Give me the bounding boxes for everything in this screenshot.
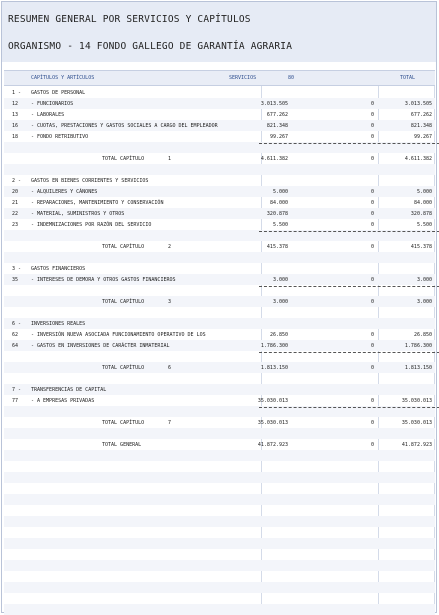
table-row xyxy=(4,109,435,120)
blank-row xyxy=(4,164,435,175)
article-code: 18 xyxy=(12,134,19,140)
amount-zero: 0 xyxy=(370,442,374,448)
separator-row xyxy=(4,351,435,362)
amount-total: 3.013.505 xyxy=(404,101,432,107)
table-row xyxy=(4,120,435,131)
amount-total: 677.262 xyxy=(410,112,432,118)
table-row xyxy=(4,219,435,230)
column-header-80: 80 xyxy=(288,75,295,81)
dashed-separator xyxy=(259,407,439,408)
amount-80: 1.813.150 xyxy=(260,365,288,371)
chapter-title: GASTOS EN BIENES CORRIENTES Y SERVICIOS xyxy=(31,178,149,184)
table-row xyxy=(4,197,435,208)
amount-80: 99.267 xyxy=(269,134,288,140)
article-code: 35 xyxy=(12,277,19,283)
column-header-services: SERVICIOS xyxy=(229,75,257,81)
article-code: 64 xyxy=(12,343,19,349)
chapter-total-row xyxy=(4,417,435,428)
column-header-chapters: CAPÍTULOS Y ARTÍCULOS xyxy=(31,75,95,81)
amount-zero: 0 xyxy=(370,343,374,349)
amount-zero: 0 xyxy=(370,189,374,195)
report-header xyxy=(2,2,436,62)
grand-total-label: TOTAL GENERAL xyxy=(102,442,142,448)
article-code: 20 xyxy=(12,189,19,195)
blank-row xyxy=(4,593,435,604)
amount-total: 1.786.300 xyxy=(404,343,432,349)
amount-zero: 0 xyxy=(370,244,374,250)
amount-total: 821.348 xyxy=(410,123,432,129)
amount-total: 320.878 xyxy=(410,211,432,217)
blank-row xyxy=(4,527,435,538)
article-code: 21 xyxy=(12,200,19,206)
chapter-heading-row xyxy=(4,87,435,98)
article-description: - REPARACIONES, MANTENIMIENTO Y CONSERVACIÓN xyxy=(31,200,164,206)
article-description: - LABORALES xyxy=(31,112,65,118)
blank-row xyxy=(4,516,435,527)
amount-total: 41.872.923 xyxy=(401,442,432,448)
amount-total: 35.030.013 xyxy=(401,398,432,404)
blank-row xyxy=(4,307,435,318)
article-description: - MATERIAL, SUMINISTROS Y OTROS xyxy=(31,211,125,217)
amount-zero: 0 xyxy=(370,222,374,228)
blank-row xyxy=(4,450,435,461)
amount-80: 677.262 xyxy=(266,112,288,118)
report-subtitle: ORGANISMO - 14 FONDO GALLEGO DE GARANTÍA AGRARIA xyxy=(8,41,293,52)
amount-total: 84.000 xyxy=(413,200,432,206)
amount-80: 415.378 xyxy=(266,244,288,250)
chapter-heading-row xyxy=(4,384,435,395)
amount-zero: 0 xyxy=(370,211,374,217)
amount-zero: 0 xyxy=(370,299,374,305)
amount-80: 5.000 xyxy=(272,189,288,195)
amount-zero: 0 xyxy=(370,123,374,129)
chapter-total-label: TOTAL CAPÍTULO xyxy=(102,244,145,250)
amount-zero: 0 xyxy=(370,134,374,140)
table-row xyxy=(4,340,435,351)
blank-row xyxy=(4,461,435,472)
amount-total: 26.850 xyxy=(413,332,432,338)
dashed-separator xyxy=(259,231,439,232)
blank-row xyxy=(4,538,435,549)
chapter-code: 2 - xyxy=(12,178,22,184)
column-header-total: TOTAL xyxy=(400,75,416,81)
amount-80: 35.030.013 xyxy=(257,420,288,426)
table-row xyxy=(4,208,435,219)
separator-row xyxy=(4,142,435,153)
chapter-title: INVERSIONES REALES xyxy=(31,321,86,327)
article-description: - GASTOS EN INVERSIONES DE CARÁCTER INMATERIAL xyxy=(31,343,170,349)
article-code: 22 xyxy=(12,211,19,217)
blank-row xyxy=(4,549,435,560)
table-header xyxy=(4,70,435,86)
chapter-total-row xyxy=(4,362,435,373)
chapter-title: GASTOS FINANCIEROS xyxy=(31,266,86,272)
amount-80: 4.611.382 xyxy=(260,156,288,162)
table-row xyxy=(4,274,435,285)
chapter-heading-row xyxy=(4,263,435,274)
table-row xyxy=(4,395,435,406)
chapter-code: 6 - xyxy=(12,321,22,327)
amount-80: 3.000 xyxy=(272,299,288,305)
amount-80: 821.348 xyxy=(266,123,288,129)
chapter-total-label: TOTAL CAPÍTULO xyxy=(102,299,145,305)
chapter-code: 1 - xyxy=(12,90,22,96)
amount-80: 41.872.923 xyxy=(257,442,288,448)
table-row xyxy=(4,329,435,340)
amount-80: 3.013.505 xyxy=(260,101,288,107)
amount-80: 1.786.300 xyxy=(260,343,288,349)
amount-zero: 0 xyxy=(370,101,374,107)
article-description: - ALQUILERES Y CÁNONES xyxy=(31,189,98,195)
chapter-title: TRANSFERENCIAS DE CAPITAL xyxy=(31,387,107,393)
article-code: 77 xyxy=(12,398,19,404)
blank-row xyxy=(4,472,435,483)
article-description: - INTERESES DE DEMORA Y OTROS GASTOS FINANCIEROS xyxy=(31,277,176,283)
dashed-separator xyxy=(259,143,439,144)
amount-total: 1.813.150 xyxy=(404,365,432,371)
chapter-code: 7 - xyxy=(12,387,22,393)
article-description: - CUOTAS, PRESTACIONES Y GASTOS SOCIALES A CARGO DEL EMPLEADOR xyxy=(31,123,218,129)
amount-total: 5.000 xyxy=(416,189,432,195)
article-code: 23 xyxy=(12,222,19,228)
blank-row xyxy=(4,571,435,582)
amount-zero: 0 xyxy=(370,200,374,206)
chapter-total-row xyxy=(4,296,435,307)
amount-total: 4.611.382 xyxy=(404,156,432,162)
amount-80: 35.030.013 xyxy=(257,398,288,404)
chapter-total-row xyxy=(4,241,435,252)
chapter-code: 3 - xyxy=(12,266,22,272)
chapter-total-number: 6 xyxy=(168,365,172,371)
report-title: RESUMEN GENERAL POR SERVICIOS Y CAPÍTULOS xyxy=(8,14,251,25)
amount-zero: 0 xyxy=(370,420,374,426)
separator-row xyxy=(4,230,435,241)
dashed-separator xyxy=(259,352,439,353)
chapter-total-row xyxy=(4,153,435,164)
chapter-title: GASTOS DE PERSONAL xyxy=(31,90,86,96)
article-description: - FONDO RETRIBUTIVO xyxy=(31,134,89,140)
amount-total: 5.500 xyxy=(416,222,432,228)
chapter-heading-row xyxy=(4,318,435,329)
amount-zero: 0 xyxy=(370,277,374,283)
amount-80: 5.500 xyxy=(272,222,288,228)
amount-zero: 0 xyxy=(370,112,374,118)
table-row xyxy=(4,186,435,197)
blank-row xyxy=(4,483,435,494)
amount-total: 3.000 xyxy=(416,277,432,283)
amount-zero: 0 xyxy=(370,365,374,371)
dashed-separator xyxy=(259,286,439,287)
blank-row xyxy=(4,604,435,615)
chapter-heading-row xyxy=(4,175,435,186)
table-row xyxy=(4,98,435,109)
chapter-total-label: TOTAL CAPÍTULO xyxy=(102,156,145,162)
amount-80: 320.878 xyxy=(266,211,288,217)
amount-total: 3.000 xyxy=(416,299,432,305)
amount-80: 3.000 xyxy=(272,277,288,283)
article-description: - INVERSIÓN NUEVA ASOCIADA FUNCIONAMIENTO OPERATIVO DE LOS xyxy=(31,332,206,338)
blank-row xyxy=(4,505,435,516)
amount-80: 84.000 xyxy=(269,200,288,206)
article-code: 13 xyxy=(12,112,19,118)
amount-zero: 0 xyxy=(370,332,374,338)
chapter-total-number: 7 xyxy=(168,420,172,426)
blank-row xyxy=(4,373,435,384)
amount-total: 35.030.013 xyxy=(401,420,432,426)
article-code: 62 xyxy=(12,332,19,338)
blank-row xyxy=(4,494,435,505)
article-description: - FUNCIONARIOS xyxy=(31,101,74,107)
amount-total: 99.267 xyxy=(413,134,432,140)
chapter-total-number: 1 xyxy=(168,156,172,162)
amount-80: 26.850 xyxy=(269,332,288,338)
table-body xyxy=(4,87,435,615)
chapter-total-number: 2 xyxy=(168,244,172,250)
article-description: - A EMPRESAS PRIVADAS xyxy=(31,398,95,404)
chapter-total-number: 3 xyxy=(168,299,172,305)
amount-zero: 0 xyxy=(370,398,374,404)
chapter-total-label: TOTAL CAPÍTULO xyxy=(102,420,145,426)
article-code: 12 xyxy=(12,101,19,107)
blank-row xyxy=(4,582,435,593)
article-code: 16 xyxy=(12,123,19,129)
article-description: - INDEMNIZACIONES POR RAZÓN DEL SERVICIO xyxy=(31,222,152,228)
chapter-total-label: TOTAL CAPÍTULO xyxy=(102,365,145,371)
budget-table xyxy=(4,70,435,612)
amount-total: 415.378 xyxy=(410,244,432,250)
amount-zero: 0 xyxy=(370,156,374,162)
separator-row xyxy=(4,285,435,296)
blank-row xyxy=(4,560,435,571)
table-row xyxy=(4,131,435,142)
separator-row xyxy=(4,406,435,417)
grand-total-row xyxy=(4,439,435,450)
blank-row xyxy=(4,428,435,439)
blank-row xyxy=(4,252,435,263)
